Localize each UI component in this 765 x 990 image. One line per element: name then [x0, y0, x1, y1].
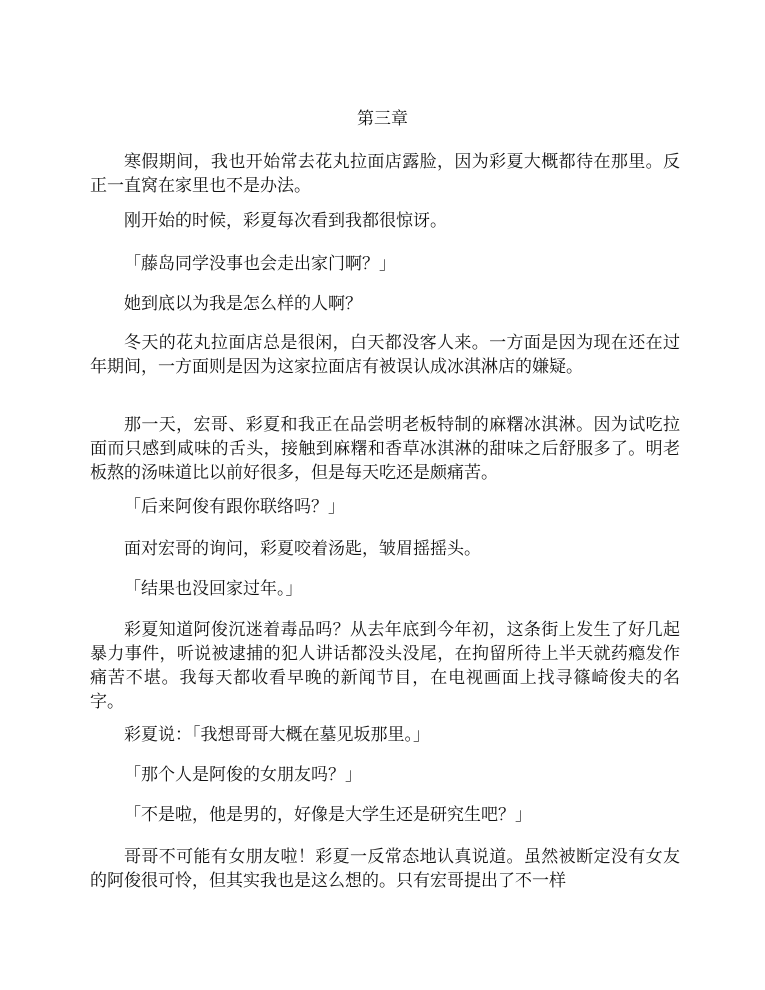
paragraph: 「那个人是阿俊的女朋友吗？」	[124, 765, 362, 785]
paragraph: 彩夏知道阿俊沉迷着毒品吗？从去年底到今年初，这条街上发生了好几起暴力事件，听说被逮捕的犯人讲话都没头没尾，在拘留所待上半天就药瘾发作痛苦不堪。我每天都收看早晚的新闻节目，在电视画面上找寻篠崎俊夫的名字。	[90, 620, 680, 712]
paragraph: 彩夏说：「我想哥哥大概在墓见坂那里。」	[124, 725, 430, 745]
paragraph: 冬天的花丸拉面店总是很闲，白天都没客人来。一方面是因为现在还在过年期间，一方面则是因为这家拉面店有被误认成冰淇淋店的嫌疑。	[90, 333, 680, 377]
paragraph: 那一天，宏哥、彩夏和我正在品尝明老板特制的麻糬冰淇淋。因为试吃拉面而只感到咸味的舌头，接触到麻糬和香草冰淇淋的甜味之后舒服多了。明老板熬的汤味道比以前好很多，但是每天吃还是颇痛苦。	[90, 415, 680, 483]
paragraph: 「藤岛同学没事也会走出家门啊？」	[124, 254, 396, 274]
paragraph: 面对宏哥的询问，彩夏咬着汤匙，皱眉摇摇头。	[124, 539, 481, 559]
paragraph: 她到底以为我是怎么样的人啊？	[124, 294, 362, 314]
paragraph: 寒假期间，我也开始常去花丸拉面店露脸，因为彩夏大概都待在那里。反正一直窝在家里也不是办法。	[90, 152, 680, 196]
paragraph: 「不是啦，他是男的，好像是大学生还是研究生吧？」	[124, 805, 532, 825]
paragraph: 「后来阿俊有跟你联络吗？」	[124, 497, 345, 517]
chapter-title: 第三章	[357, 109, 408, 129]
paragraph: 刚开始的时候，彩夏每次看到我都很惊讶。	[124, 211, 447, 231]
paragraph: 「结果也没回家过年。」	[124, 579, 303, 599]
paragraph: 哥哥不可能有女朋友啦！彩夏一反常态地认真说道。虽然被断定没有女友的阿俊很可怜，但其实我也是这么想的。只有宏哥提出了不一样	[90, 847, 680, 891]
